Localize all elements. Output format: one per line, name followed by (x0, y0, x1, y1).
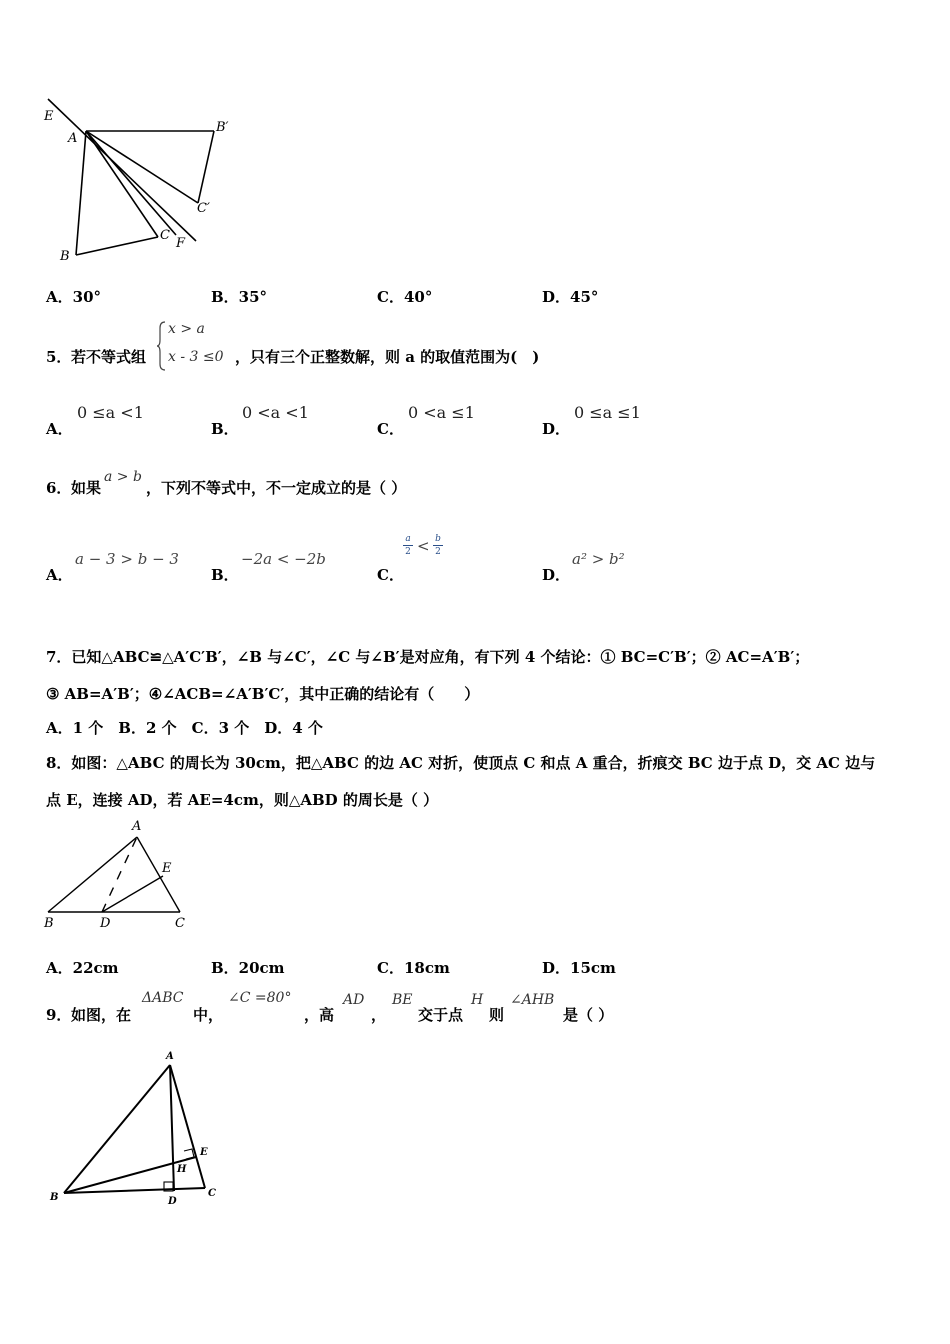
q6-option-d-value: a² > b² (572, 550, 625, 568)
q9-math-be: BE (392, 992, 413, 1008)
q8-line-2: 点 E，连接 AD，若 AE=4cm，则△ABD 的周长是（ ） (46, 791, 439, 809)
fig8-label-C: C (175, 916, 185, 931)
q9-text-6: 则 (489, 1006, 505, 1024)
q6-option-c-fraction-a (403, 533, 413, 558)
q5-inequality-2: x - 3 ≤0 (168, 349, 224, 365)
q5-number: 5． (46, 348, 72, 366)
q6-option-c-letter[interactable]: C． (377, 566, 404, 584)
q4-option-a[interactable]: A．30° (46, 288, 102, 306)
q5-option-c-value: 0 <a ≤1 (408, 403, 475, 422)
q6-option-a-value: a − 3 > b − 3 (75, 550, 179, 568)
fig9-label-E: E (200, 1147, 208, 1158)
q9-math-angle-ahb: ∠AHB (510, 992, 555, 1008)
q6-option-c-lt: < (417, 537, 430, 555)
q5-option-b-letter[interactable]: B． (211, 420, 239, 438)
q6-option-b-letter[interactable]: B． (211, 566, 239, 584)
q9-text-4: ， (371, 1006, 387, 1024)
q7-options[interactable]: A．1 个 B．2 个 C．3 个 D．4 个 (46, 719, 323, 737)
q8-option-c[interactable]: C．18cm (377, 959, 450, 977)
q4-option-b[interactable]: B．35° (211, 288, 268, 306)
fig9-label-B: B (50, 1192, 59, 1203)
fig9-label-H: H (177, 1164, 187, 1175)
q6-condition: a > b (104, 469, 142, 485)
q8-line-1: 8．如图：△ABC 的周长为 30cm，把△ABC 的边 AC 对折，使顶点 C 和点 A 重合，折痕交 BC 边于点 D，交 AC 边与 (46, 754, 876, 772)
q6-option-c-fraction-b (433, 533, 443, 558)
fig4-label-C1: C′ (197, 201, 210, 216)
q4-option-d[interactable]: D．45° (542, 288, 599, 306)
q9-text-1: 如图，在 (71, 1006, 132, 1024)
q6-option-b-value: −2a < −2b (241, 550, 326, 568)
q6-option-d-letter[interactable]: D． (542, 566, 571, 584)
fig4-label-C: C (160, 228, 170, 243)
q5-system-brace (157, 320, 167, 372)
q9-figure (40, 1045, 230, 1215)
q6-c-den-a: 2 (405, 547, 411, 557)
fig4-label-B1: B′ (216, 120, 229, 135)
fig4-label-B: B (60, 249, 70, 264)
q5-text-post: ，只有三个正整数解，则 a 的取值范围为( ) (235, 348, 540, 366)
q5-inequality-1: x > a (168, 321, 205, 337)
q7-line-1: 7．已知△ABC≌△A′C′B′，∠B 与∠C′，∠C 与∠B′是对应角，有下列 4 个结论：① BC=C′B′；② AC=A′B′； (46, 648, 810, 666)
q7-line-2: ③ AB=A′B′；④∠ACB=∠A′B′C′，其中正确的结论有（ ） (46, 685, 480, 703)
q6-c-num-a: a (403, 533, 413, 546)
fig9-label-C: C (208, 1188, 216, 1199)
fig8-label-A: A (132, 819, 142, 834)
q5-text-pre: 若不等式组 (71, 348, 147, 366)
q9-number: 9． (46, 1006, 72, 1024)
q8-option-b[interactable]: B．20cm (211, 959, 285, 977)
fig9-label-A: A (166, 1051, 174, 1062)
q6-c-num-b: b (433, 533, 443, 546)
q6-text-post: ，下列不等式中，不一定成立的是（ ） (146, 479, 407, 497)
q5-option-a-letter[interactable]: A． (46, 420, 73, 438)
fig4-label-F: F (176, 236, 186, 251)
q6-c-den-b: 2 (435, 547, 441, 557)
fig8-label-E: E (162, 861, 172, 876)
fig9-label-D: D (168, 1196, 177, 1207)
q6-option-a-letter[interactable]: A． (46, 566, 73, 584)
q9-math-h: H (471, 992, 484, 1008)
q8-option-d[interactable]: D．15cm (542, 959, 616, 977)
q9-math-triangle: ΔABC (142, 990, 184, 1006)
fig4-label-A: A (68, 131, 78, 146)
q9-math-angle-c: ∠C =80° (228, 990, 292, 1006)
q9-text-2: 中， (193, 1006, 224, 1024)
q8-figure (40, 815, 190, 935)
q6-number: 6． (46, 479, 72, 497)
q6-text-pre: 如果 (71, 479, 102, 497)
q9-text-5: 交于点 (418, 1006, 464, 1024)
q5-option-d-letter[interactable]: D． (542, 420, 571, 438)
q8-option-a[interactable]: A．22cm (46, 959, 119, 977)
fig4-label-E: E (44, 109, 54, 124)
q5-option-a-value: 0 ≤a <1 (77, 403, 144, 422)
q5-option-c-letter[interactable]: C． (377, 420, 404, 438)
q4-figure (40, 95, 250, 270)
q9-math-ad: AD (343, 992, 365, 1008)
fig8-label-B: B (44, 916, 54, 931)
q9-text-3: ，高 (304, 1006, 335, 1024)
q9-text-7: 是（ ） (563, 1006, 614, 1024)
q5-option-d-value: 0 ≤a ≤1 (574, 403, 641, 422)
q5-option-b-value: 0 <a <1 (242, 403, 309, 422)
q4-option-c[interactable]: C．40° (377, 288, 433, 306)
fig8-label-D: D (100, 916, 111, 931)
